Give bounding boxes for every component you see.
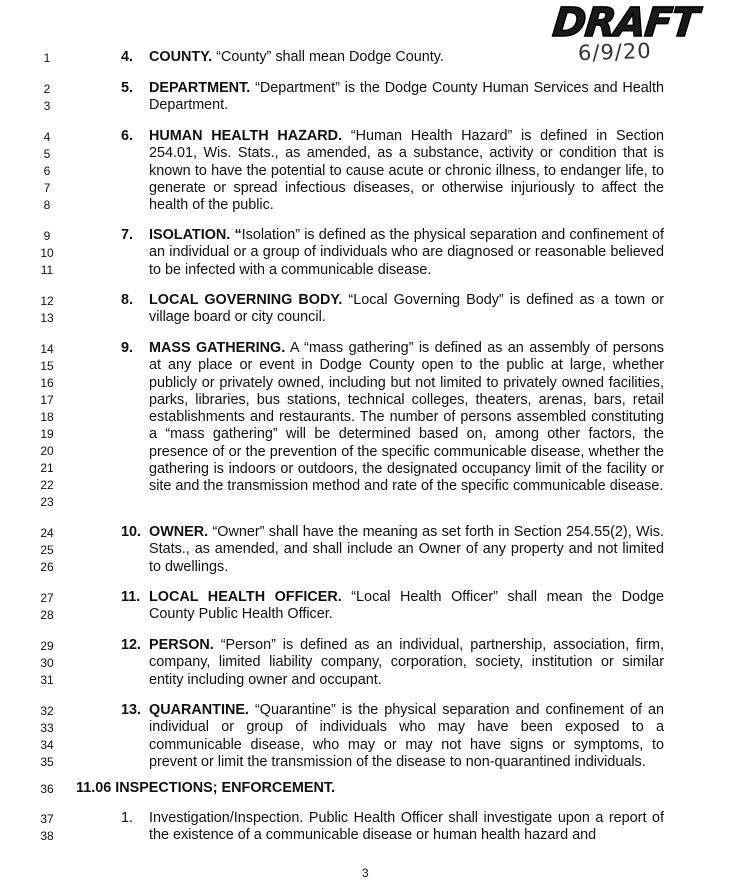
line-number: 14 bbox=[40, 342, 54, 356]
definition-text: “Person” is defined as an individual, partnership, association, firm, company, limited liability company, corporation, society, institution or similar entity including owner and occupant. bbox=[149, 637, 664, 688]
item-number: 11. bbox=[121, 589, 141, 605]
definition-term: ISOLATION. “ bbox=[149, 227, 242, 243]
line-number: 30 bbox=[40, 656, 54, 670]
line-number: 22 bbox=[40, 478, 54, 492]
definition-term: DEPARTMENT. bbox=[149, 80, 251, 96]
item-number: 4. bbox=[121, 49, 134, 65]
definition-term: QUARANTINE. bbox=[149, 702, 249, 718]
line-number: 15 bbox=[40, 359, 54, 373]
line-number: 16 bbox=[40, 376, 54, 390]
definition-text: “County” shall mean Dodge County. bbox=[216, 49, 444, 65]
line-number: 3 bbox=[43, 99, 51, 113]
line-number: 17 bbox=[40, 393, 54, 407]
subitem-text: Investigation/Inspection. Public Health Officer shall investigate upon a report of the existence of a communicable disease or human health hazard and bbox=[149, 810, 664, 844]
line-number: 28 bbox=[40, 608, 54, 622]
definition-text: “Department” is the Dodge County Human Services and Health Department. bbox=[149, 80, 664, 114]
definition-term: HUMAN HEALTH HAZARD. bbox=[149, 128, 343, 144]
line-number: 23 bbox=[40, 495, 54, 509]
line-number: 27 bbox=[40, 591, 54, 605]
line-number: 36 bbox=[40, 782, 54, 796]
subitem-number: 1. bbox=[121, 810, 134, 826]
line-number: 34 bbox=[40, 738, 54, 752]
definition-term: PERSON. bbox=[149, 637, 214, 653]
handwritten-date: 6/9/20 bbox=[577, 38, 652, 66]
item-number: 9. bbox=[121, 340, 134, 356]
line-number: 6 bbox=[43, 164, 51, 178]
item-number: 6. bbox=[121, 128, 134, 144]
section-heading: 11.06 INSPECTIONS; ENFORCEMENT. bbox=[76, 780, 336, 796]
line-number: 35 bbox=[40, 755, 54, 769]
definition-term: OWNER. bbox=[149, 524, 209, 540]
item-number: 12. bbox=[121, 637, 142, 653]
definition-text: “Local Health Officer” shall mean the Dodge County Public Health Officer. bbox=[149, 589, 664, 623]
line-number: 5 bbox=[43, 147, 51, 161]
definition-text: “Local Governing Body” is defined as a town or village board or city council. bbox=[149, 292, 665, 326]
line-number: 37 bbox=[40, 812, 54, 826]
line-number: 38 bbox=[40, 829, 54, 843]
item-number: 13. bbox=[121, 702, 142, 718]
line-number: 29 bbox=[40, 639, 54, 653]
item-number: 8. bbox=[121, 292, 134, 308]
line-number: 1 bbox=[43, 51, 51, 65]
line-number: 31 bbox=[40, 673, 54, 687]
line-number: 7 bbox=[43, 181, 51, 195]
line-number: 18 bbox=[40, 410, 54, 424]
item-number: 10. bbox=[121, 524, 142, 540]
definition-term: LOCAL HEALTH OFFICER. bbox=[149, 589, 342, 605]
page-number: 3 bbox=[362, 866, 369, 880]
definition-text: “Human Health Hazard” is defined in Section 254.01, Wis. Stats., as amended, as a substance, activity or condition that is known to have the potential to cause acute or chronic illness, to endanger life, to generate or spread infectious diseases, or otherwise injuriously to affect the health of the public. bbox=[149, 128, 665, 214]
definition-term: COUNTY. bbox=[149, 49, 213, 65]
line-number: 32 bbox=[40, 704, 54, 718]
line-number: 11 bbox=[40, 263, 54, 277]
definition-term: LOCAL GOVERNING BODY. bbox=[149, 292, 343, 308]
line-number: 13 bbox=[40, 311, 54, 325]
draft-stamp: DRAFT bbox=[550, 0, 700, 46]
item-number: 7. bbox=[121, 227, 134, 243]
line-number: 8 bbox=[43, 198, 51, 212]
definition-text: A “mass gathering” is defined as an assembly of persons at any place or event in Dodge County open to the public at large, whether publicly or privately owned, including but not limited to privately owned facilities, parks, libraries, bus stations, technical colleges, theaters, arenas, bars, retail establishments and restaurants. The number of persons assembled constituting a “mass gathering” will be determined based on, among other factors, the presence of or the prevention of the specific communicable disease, whether the gathering is indoors or outdoors, the designated occupancy limit of the facility or site and the transmission method and rate of the specific communicable disease. bbox=[149, 340, 664, 495]
line-number: 9 bbox=[43, 229, 51, 243]
definition-text: “Owner” shall have the meaning as set forth in Section 254.55(2), Wis. Stats., as amended, and shall include an Owner of any property and not limited to dwellings. bbox=[149, 524, 664, 575]
line-number: 19 bbox=[40, 427, 54, 441]
definition-term: MASS GATHERING. bbox=[149, 340, 286, 356]
line-number: 10 bbox=[40, 246, 54, 260]
line-number: 20 bbox=[40, 444, 54, 458]
definition-text: Isolation” is defined as the physical separation and confinement of an individual or a group of individuals who are diagnosed or reasonable believed to be infected with a communicable disease. bbox=[149, 227, 664, 278]
line-number: 21 bbox=[40, 461, 54, 475]
line-number: 12 bbox=[40, 294, 54, 308]
line-number: 33 bbox=[40, 721, 54, 735]
item-number: 5. bbox=[121, 80, 134, 96]
line-number: 4 bbox=[43, 130, 51, 144]
line-number: 2 bbox=[43, 82, 51, 96]
line-number: 26 bbox=[40, 560, 54, 574]
line-number: 25 bbox=[40, 543, 54, 557]
definition-text: “Quarantine” is the physical separation and confinement of an individual or group of individuals who may have been exposed to a communicable disease, who may or may not have signs or symptoms, to prevent or limit the transmission of the disease to non-quarantined individuals. bbox=[149, 702, 664, 770]
line-number: 24 bbox=[40, 526, 54, 540]
